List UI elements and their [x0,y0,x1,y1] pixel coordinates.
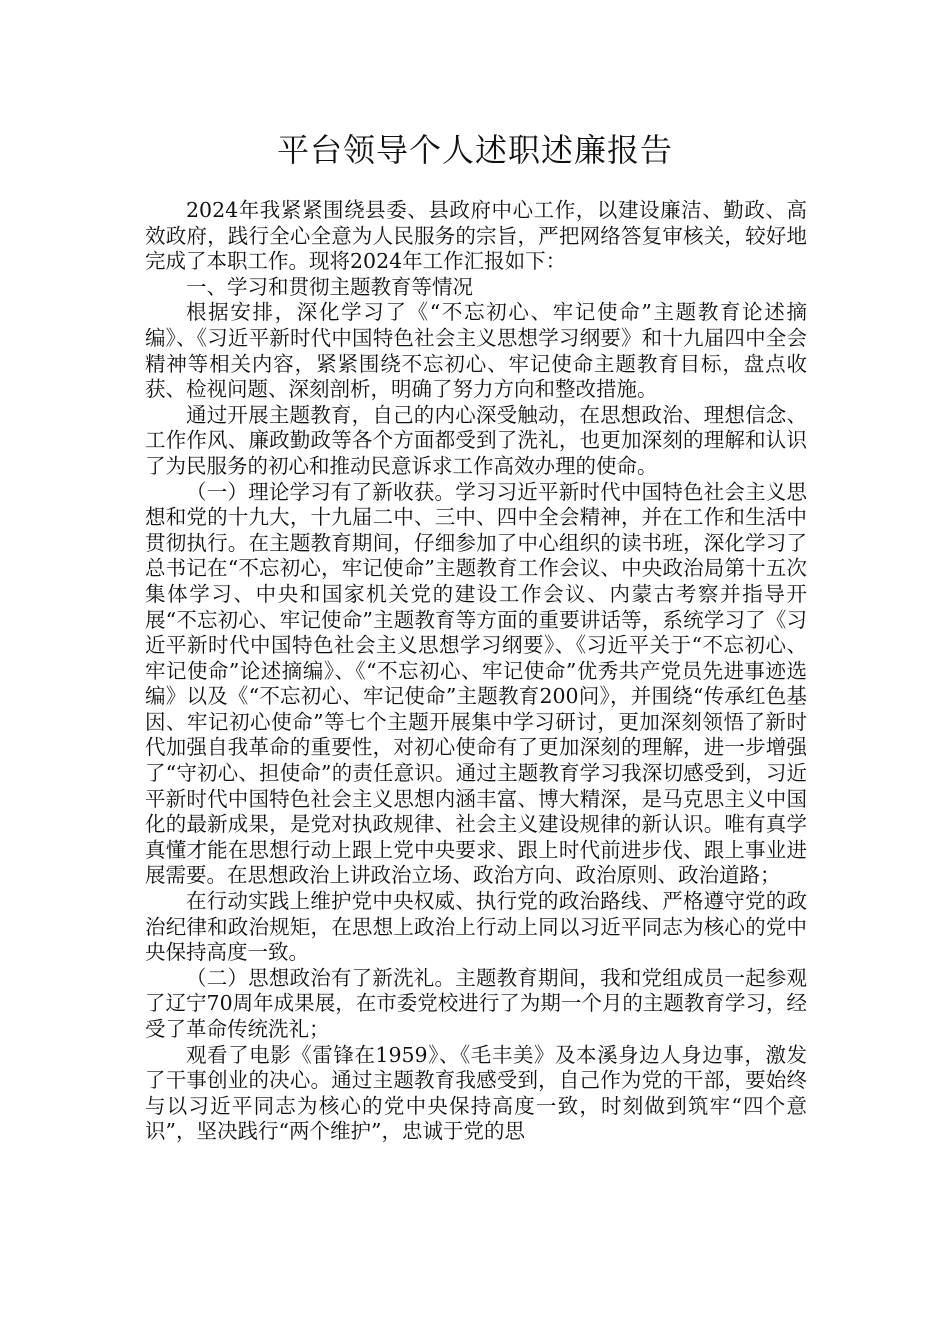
paragraph-action-practice: 在行动实践上维护党中央权威、执行党的政治路线、严格遵守党的政治纪律和政治规矩，在思想上政治上行动上同以习近平同志为核心的党中央保持高度一致。 [145,889,807,965]
document-title: 平台领导个人述职述廉报告 [276,131,673,169]
paragraph-intro: 2024年我紧紧围绕县委、县政府中心工作，以建设廉洁、勤政、高效政府，践行全心全意为人民服务的宗旨，严把网络答复审核关，较好地完成了本职工作。现将2024年工作汇报如下： [145,198,807,274]
section-heading-1: 一、学习和贯彻主题教育等情况 [186,274,473,299]
paragraph-education-impact: 通过开展主题教育，自己的内心深受触动，在思想政治、理想信念、工作作风、廉政勤政等各个方面都受到了洗礼，也更加深刻的理解和认识了为民服务的初心和推动民意诉求工作高效办理的使命。 [145,402,807,478]
paragraph-film-viewing: 观看了电影《雷锋在1959》、《毛丰美》及本溪身边人身边事，激发了干事创业的决心。通过主题教育我感受到，自己作为党的干部，要始终与以习近平同志为核心的党中央保持高度一致，时刻做到筑牢“四个意识”，坚决践行“两个维护”，忠诚于党的思 [145,1042,807,1144]
paragraph-theory-study: （一）理论学习有了新收获。学习习近平新时代中国特色社会主义思想和党的十九大，十九届二中、三中、四中全会精神，并在工作和生活中贯彻执行。在主题教育期间，仔细参加了中心组织的读书班，深化学习了总书记在“不忘初心，牢记使命”主题教育工作会议、中央政治局第十五次集体学习、中央和国家机关党的建设工作会议、内蒙古考察并指导开展“不忘初心、牢记使命”主题教育等方面的重要讲话等，系统学习了《习近平新时代中国特色社会主义思想学习纲要》、《习近平关于“不忘初心、牢记使命”论述摘编》、《“不忘初心、牢记使命”优秀共产党员先进事迹选编》以及《“不忘初心、牢记使命”主题教育200问》，并围绕“传承红色基因、牢记初心使命”等七个主题开展集中学习研讨，更加深刻领悟了新时代加强自我革命的重要性，对初心使命有了更加深刻的理解，进一步增强了“守初心、担使命”的责任意识。通过主题教育学习我深切感受到，习近平新时代中国特色社会主义思想内涵丰富、博大精深，是马克思主义中国化的最新成果，是党对执政规律、社会主义建设规律的新认识。唯有真学真懂才能在思想行动上跟上党中央要求、跟上时代前进步伐、跟上事业进展需要。在思想政治上讲政治立场、政治方向、政治原则、政治道路； [145,479,807,888]
document-body [145,198,807,1145]
paragraph-political-baptism: （二）思想政治有了新洗礼。主题教育期间，我和党组成员一起参观了辽宁70周年成果展，在市委党校进行了为期一个月的主题教育学习，经受了革命传统洗礼； [145,965,807,1041]
paragraph-study-arrangement: 根据安排，深化学习了《“不忘初心、牢记使命”主题教育论述摘编》、《习近平新时代中国特色社会主义思想学习纲要》和十九届四中全会精神等相关内容，紧紧围绕不忘初心、牢记使命主题教育目标，盘点收获、检视问题、深刻剖析，明确了努力方向和整改措施。 [145,300,807,402]
